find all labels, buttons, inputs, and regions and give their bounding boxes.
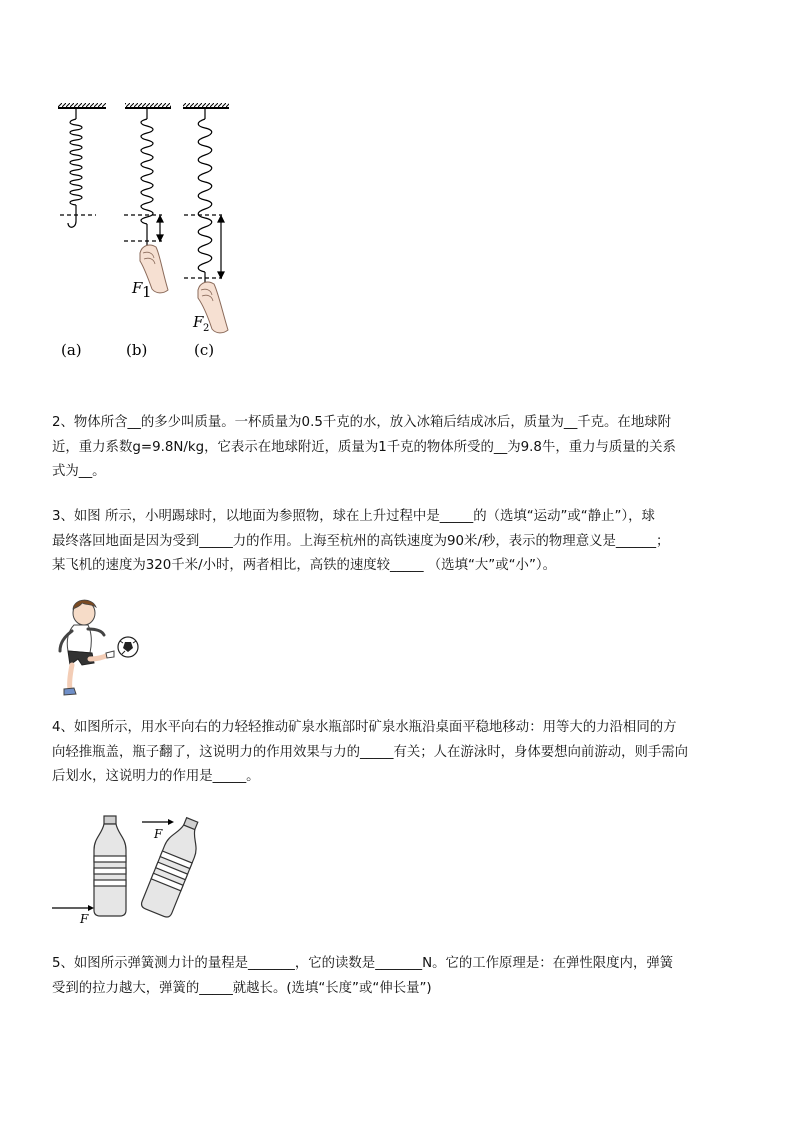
extension-arrow-b	[157, 216, 163, 241]
label-a: (a)	[61, 341, 82, 359]
spring-a	[68, 108, 82, 227]
q5-line-2: 受到的拉力越大，弹簧的_____就越长。(选填“长度”或“伸长量”)	[52, 980, 432, 996]
q2-line-2: 近，重力系数g=9.8N/kg，它表示在地球附近，质量为1千克的物体所受的__为9.8牛，重力与质量的关系	[52, 439, 676, 455]
force-arrow-top	[142, 819, 174, 825]
force-label-f2-sub: 2	[203, 323, 210, 334]
q3-line-1: 3、如图 所示，小明踢球时，以地面为参照物，球在上升过程中是_____的（选填“运动”或“静止”），球	[52, 509, 655, 524]
q4-line-3: 后划水，这说明力的作用是_____。	[52, 769, 260, 784]
q5-line-1: 5、如图所示弹簧测力计的量程是_______，它的读数是_______N。它的工作原理是：在弹性限度内，弹簧	[52, 956, 674, 971]
label-b: (b)	[126, 341, 148, 359]
force-label-top: F	[154, 827, 163, 841]
ceiling-c	[183, 103, 229, 108]
q2-line-3: 式为__。	[52, 464, 106, 479]
spring-c	[198, 108, 212, 285]
q3-line-2: 最终落回地面是因为受到_____力的作用。上海至杭州的高铁速度为90米/秒，表示的物理意义是______；	[52, 533, 670, 549]
upright-bottle	[94, 816, 126, 916]
question-3	[52, 505, 752, 579]
spring-figure	[50, 95, 250, 370]
q3-line-3: 某飞机的速度为320千米/小时，两者相比，高铁的速度较_____ （选填“大”或“小”）。	[52, 558, 556, 573]
q4-line-2: 向轻推瓶盖，瓶子翻了，这说明力的作用效果与力的_____有关；人在游泳时，身体要想向前游动，则手需向	[52, 744, 689, 760]
force-label-f1: F	[132, 279, 143, 297]
force-arrow-bottom	[52, 905, 94, 911]
spring-b	[141, 108, 153, 245]
question-4	[52, 716, 752, 790]
ceiling-a	[58, 103, 106, 108]
q2-line-1: 2、物体所含__的多少叫质量。一杯质量为0.5千克的水，放入冰箱后结成冰后，质量为__千克。在地球附	[52, 415, 671, 430]
tilted-bottle	[140, 814, 207, 919]
soccer-kick-figure	[52, 595, 147, 700]
q4-line-1: 4、如图所示，用水平向右的力轻轻推动矿泉水瓶部时矿泉水瓶沿桌面平稳地移动：用等大的力沿相同的方	[52, 720, 677, 735]
force-label-f2: F	[193, 313, 204, 331]
label-c: (c)	[194, 341, 215, 359]
force-label-f1-sub: 1	[142, 283, 152, 301]
question-2	[52, 411, 752, 485]
ceiling-b	[125, 103, 171, 108]
question-5	[52, 952, 752, 1001]
bottle-push-figure	[50, 810, 210, 928]
extension-arrow-c	[218, 216, 224, 278]
soccer-ball-icon	[118, 637, 138, 657]
force-label-bottom: F	[80, 912, 89, 926]
